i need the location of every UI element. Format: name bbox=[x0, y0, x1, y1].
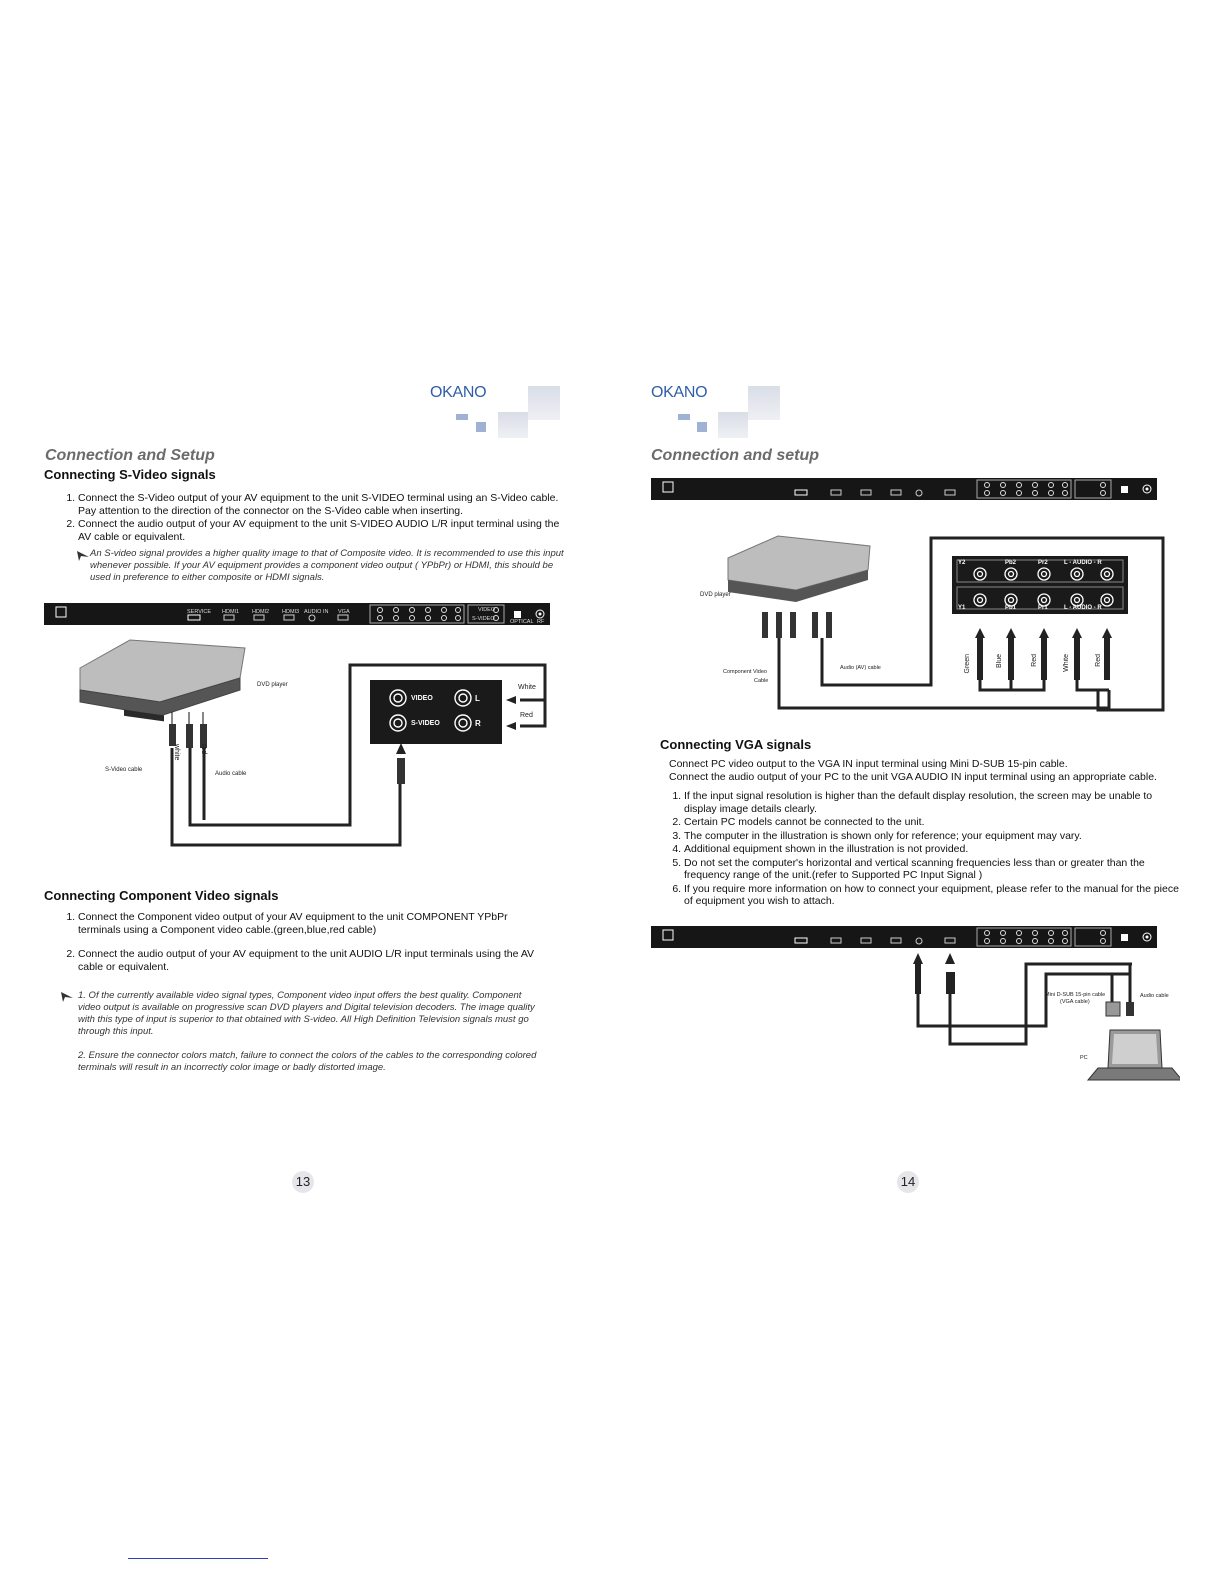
video-jack-label: VIDEO bbox=[411, 695, 433, 702]
row2-y1-label: Y1 bbox=[958, 605, 966, 611]
blue-cable-label: Blue bbox=[996, 654, 1003, 669]
svideo-cable-label: S-Video cable bbox=[105, 767, 143, 773]
audio-cable-label: Audio cable bbox=[1140, 993, 1169, 999]
svideo-step: 2. Connect the audio output of your AV equipment to the unit S-VIDEO AUDIO L/R input terminal using the AV cable or equivalent. bbox=[78, 518, 574, 543]
vga-diagram-drawing bbox=[900, 950, 1180, 1085]
svideo-diagram bbox=[40, 630, 560, 855]
panel-service-label: SERVICE bbox=[187, 609, 212, 615]
pc-label: PC bbox=[1080, 1055, 1088, 1061]
panel-hdmi3-label: HDMI3 bbox=[282, 609, 300, 615]
row1-y2-label: Y2 bbox=[958, 560, 966, 566]
vga-step: 2. Certain PC models cannot be connected to the unit. bbox=[684, 816, 1180, 829]
vga-intro-1: Connect PC video output to the VGA IN input terminal using Mini D-SUB 15-pin cable. bbox=[669, 758, 1068, 770]
component-cable-label-2: Cable bbox=[754, 678, 769, 684]
page-number-left: 13 bbox=[292, 1171, 314, 1193]
note-arrow-icon bbox=[77, 548, 89, 566]
vga-step: 1. If the input signal resolution is higher than the default display resolution, the screen may be unable to display image details clearly. bbox=[684, 790, 1180, 815]
component-cable-label: Component Video bbox=[723, 669, 767, 675]
component-diagram bbox=[700, 530, 1170, 715]
audio-av-cable-label: Audio (AV) cable bbox=[840, 665, 881, 671]
brand-logo-right: OKANO bbox=[651, 384, 708, 401]
green-cable-label: Green bbox=[964, 654, 971, 674]
component-steps bbox=[44, 911, 544, 974]
vga-diagram bbox=[900, 950, 1180, 1085]
audio-r-jack-label: R bbox=[475, 719, 481, 728]
vga-heading: Connecting VGA signals bbox=[660, 737, 812, 752]
row1-pr2-label: Pr2 bbox=[1038, 560, 1048, 566]
red-audio-cable-label: Red bbox=[1095, 654, 1102, 667]
svideo-diagram-drawing bbox=[40, 630, 560, 855]
row2-audio-label: L - AUDIO - R bbox=[1064, 605, 1102, 611]
row2-pr1-label: Pr1 bbox=[1038, 605, 1048, 611]
svideo-heading: Connecting S-Video signals bbox=[44, 467, 216, 482]
panel-vga-label: VGA bbox=[338, 609, 350, 615]
panel-video-label: VIDEO bbox=[478, 607, 496, 613]
audio-l-jack-label: L bbox=[475, 694, 480, 703]
component-note-1: 1. Of the currently available video signal types, Component video input offers the best quality. Component video output is available on progressive scan DVD players and Digital television decoders. The image quality with this type of input is superior to that obtained with S-video. All High Definition Television signals must go through this input. bbox=[78, 990, 535, 1037]
component-heading: Connecting Component Video signals bbox=[44, 888, 279, 903]
note-arrow-icon bbox=[61, 989, 73, 1007]
section-title-right: Connection and setup bbox=[651, 447, 819, 464]
panel-hdmi1-label: HDMI1 bbox=[222, 609, 240, 615]
row2-pb1-label: Pb1 bbox=[1005, 605, 1017, 611]
svideo-steps bbox=[44, 492, 574, 544]
component-note-2: 2. Ensure the connector colors match, failure to connect the colors of the cables to the corresponding colored terminals will result in an incorrectly color image or badly distorted image. bbox=[78, 1050, 537, 1073]
vga-step: 5. Do not set the computer's horizontal and vertical scanning frequencies less than or greater than the frequency range of the unit.(refer to Supported PC Input Signal ) bbox=[684, 857, 1180, 882]
white-plug-label: white bbox=[173, 744, 180, 761]
dsub-cable-label: Mini D-SUB 15-pin cable bbox=[1045, 992, 1106, 998]
vga-step: 3. The computer in the illustration is shown only for reference; your equipment may vary. bbox=[684, 830, 1180, 843]
panel-hdmi2-label: HDMI2 bbox=[252, 609, 270, 615]
footer-link-underline bbox=[128, 1558, 268, 1559]
panel-svideo-label: S-VIDEO bbox=[472, 616, 495, 622]
section-title-left: Connection and Setup bbox=[45, 447, 215, 464]
vga-step: 6. If you require more information on how to connect your equipment, please refer to the manual for the piece of equipment you wish to attach. bbox=[684, 883, 1180, 908]
vga-steps bbox=[650, 790, 1180, 909]
component-step: 1. Connect the Component video output of your AV equipment to the unit COMPONENT YPbPr terminals using a Component video cable.(green,blue,red cable) bbox=[78, 911, 544, 936]
svideo-jack-label: S-VIDEO bbox=[411, 720, 440, 727]
red-cable-label: Red bbox=[1031, 654, 1038, 667]
dsub-cable-label-2: (VGA cable) bbox=[1060, 999, 1090, 1005]
row1-audio-label: L - AUDIO - R bbox=[1064, 560, 1102, 566]
panel-optical-label: OPTICAL bbox=[510, 619, 534, 625]
panel-audio-in-label: AUDIO IN bbox=[304, 609, 329, 615]
audio-cable-label: Audio cable bbox=[215, 771, 247, 777]
red-cable-label: Red bbox=[520, 712, 533, 719]
dvd-player-label: DVD player bbox=[700, 592, 731, 598]
white-cable-label: White bbox=[518, 684, 536, 691]
red-plug-label: red bbox=[200, 744, 207, 755]
vga-intro-2: Connect the audio output of your PC to the unit VGA AUDIO IN input terminal using an appropriate cable. bbox=[669, 771, 1157, 783]
white-cable-label: White bbox=[1063, 654, 1070, 672]
component-diagram-drawing bbox=[700, 530, 1170, 715]
tv-back-panel bbox=[44, 603, 550, 625]
panel-rf-label: RF bbox=[537, 619, 545, 625]
row1-pb2-label: Pb2 bbox=[1005, 560, 1017, 566]
page-number-right: 14 bbox=[897, 1171, 919, 1193]
svideo-note: An S-video signal provides a higher quality image to that of Composite video. It is recommended to use this input whenever possible. If your AV equipment provides a component video output ( YPbPr) or HDMI, this should be used in preference to either composite or HDMI signals. bbox=[90, 548, 564, 583]
vga-step: 4. Additional equipment shown in the illustration is not provided. bbox=[684, 843, 1180, 856]
svideo-step: 1. Connect the S-Video output of your AV equipment to the unit S-VIDEO terminal using an S-Video cable. Pay attention to the direction of the connector on the S-Video cable when inserting. bbox=[78, 492, 574, 517]
dvd-player-label: DVD player bbox=[257, 682, 288, 688]
component-step: 2. Connect the audio output of your AV equipment to the unit AUDIO L/R input terminals using the AV cable or equivalent. bbox=[78, 948, 544, 973]
brand-logo-left: OKANO bbox=[430, 384, 487, 401]
tv-back-panel bbox=[651, 478, 1157, 500]
tv-back-panel bbox=[651, 926, 1157, 948]
